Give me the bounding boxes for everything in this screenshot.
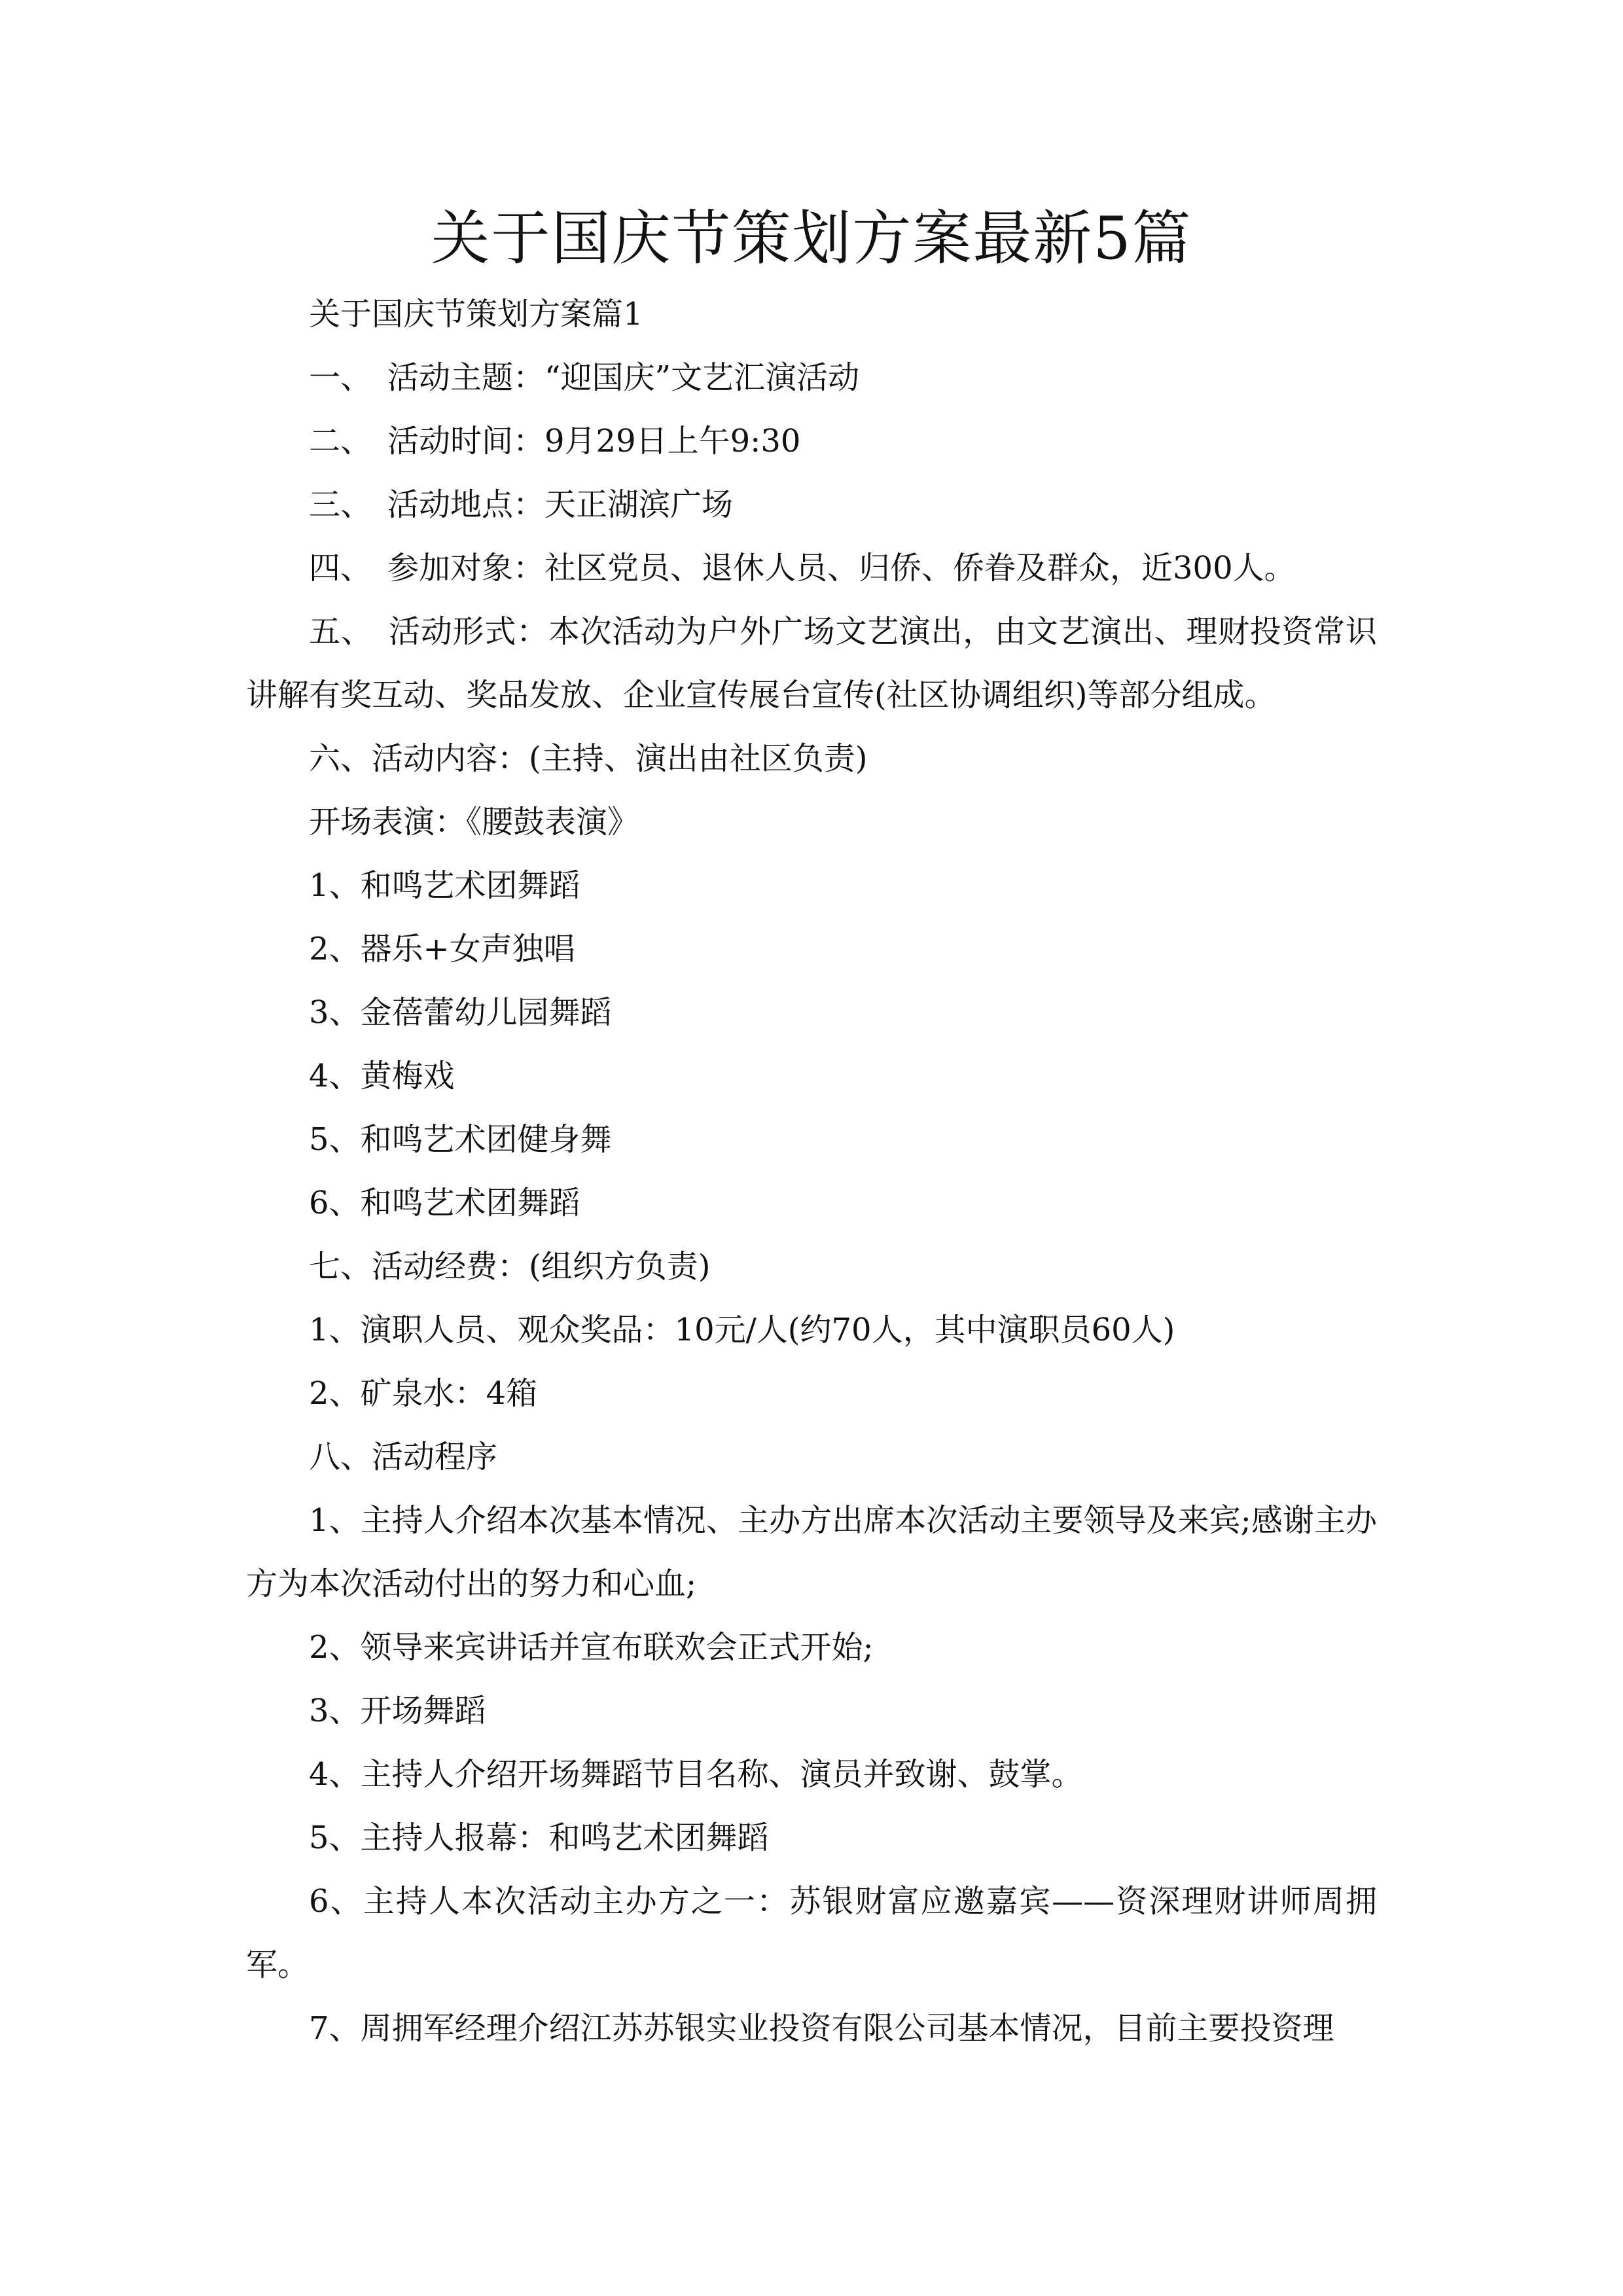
list-item: 1、主持人介绍本次基本情况、主办方出席本次活动主要领导及来宾;感谢主办方为本次活动付出的努力和心血; — [246, 1502, 1377, 1602]
paragraph: 五、 活动形式：本次活动为户外广场文艺演出，由文艺演出、理财投资常识讲解有奖互动、奖品发放、企业宣传展台宣传(社区协调组织)等部分组成。 — [246, 613, 1377, 713]
list-item: 7、周拥军经理介绍江苏苏银实业投资有限公司基本情况，目前主要投资理 — [309, 2010, 1334, 2047]
list-item: 1、演职人员、观众奖品：10元/人(约70人，其中演职员60人) — [309, 1312, 1175, 1348]
list-item: 4、黄梅戏 — [309, 1058, 455, 1094]
paragraph: 二、 活动时间：9月29日上午9:30 — [309, 423, 801, 459]
document-title: 关于国庆节策划方案最新5篇 — [431, 204, 1192, 273]
paragraph: 三、 活动地点：天正湖滨广场 — [309, 486, 734, 523]
list-item: 6、和鸣艺术团舞蹈 — [309, 1185, 580, 1221]
paragraph: 四、 参加对象：社区党员、退休人员、归侨、侨眷及群众，近300人。 — [309, 550, 1296, 586]
section-heading: 关于国庆节策划方案篇1 — [309, 296, 643, 332]
list-item: 3、开场舞蹈 — [309, 1693, 486, 1729]
list-item: 3、金蓓蕾幼儿园舞蹈 — [309, 994, 612, 1031]
list-item: 5、和鸣艺术团健身舞 — [309, 1121, 612, 1158]
paragraph: 一、 活动主题：“迎国庆”文艺汇演活动 — [309, 359, 860, 396]
list-item: 2、领导来宾讲话并宣布联欢会正式开始; — [309, 1629, 874, 1666]
list-item: 2、矿泉水：4箱 — [309, 1375, 538, 1412]
list-item: 5、主持人报幕：和鸣艺术团舞蹈 — [309, 1820, 769, 1856]
paragraph: 六、活动内容：(主持、演出由社区负责) — [309, 740, 868, 777]
paragraph: 八、活动程序 — [309, 1439, 498, 1475]
list-item: 2、器乐+女声独唱 — [309, 931, 575, 967]
list-item: 6、主持人本次活动主办方之一：苏银财富应邀嘉宾——资深理财讲师周拥军。 — [246, 1883, 1377, 1983]
list-item: 4、主持人介绍开场舞蹈节目名称、演员并致谢、鼓掌。 — [309, 1756, 1083, 1793]
paragraph: 开场表演：《腰鼓表演》 — [309, 804, 639, 840]
paragraph: 七、活动经费：(组织方负责) — [309, 1248, 711, 1285]
document-body — [246, 283, 1377, 2060]
list-item: 1、和鸣艺术团舞蹈 — [309, 867, 580, 904]
